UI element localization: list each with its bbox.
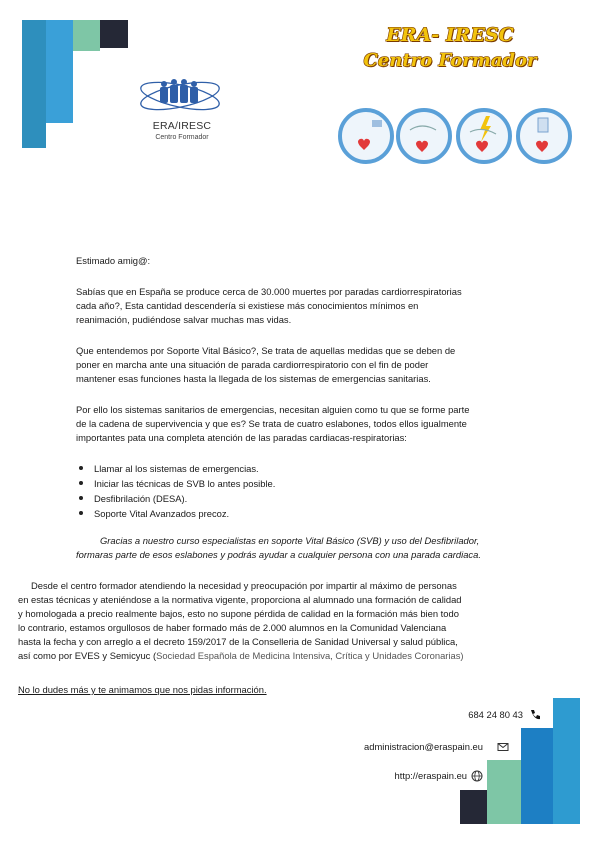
brand-title: ERA- IRESC [386, 24, 514, 46]
top-left-bars [0, 0, 130, 150]
chain-of-survival-graphic [338, 90, 574, 182]
paragraph-line: Por ello los sistemas sanitarios de emergencias, necesitan alguien como tu que se forme parte [76, 404, 470, 415]
paragraph-line: poner en marcha ante una situación de parada cardiorrespiratorio con el fin de poder [76, 359, 429, 370]
paragraph-line: mantener esas funciones hasta la llegada de los sistemas de emergencias sanitarias. [76, 373, 431, 384]
envelope-icon [497, 741, 509, 753]
paragraph-line [18, 649, 464, 663]
paragraph-line: reanimación, pudiéndose salvar muchas mas vidas. [76, 314, 292, 325]
list-item: Soporte Vital Avanzados precoz. [76, 506, 275, 521]
brand-subtitle: Centro Formador [363, 50, 537, 71]
logo-subtitle: Centro Formador [155, 134, 209, 141]
rescuers-logo-icon [124, 74, 240, 120]
greeting: Estimado amig@: [76, 255, 151, 266]
website-link[interactable]: http://eraspain.eu [394, 770, 467, 781]
list-item: Desfibrilación (DESA). [76, 491, 275, 506]
paragraph-line: y homologada a precio realmente bajos, esto no supone pérdida de calidad en la formación más bien todo [18, 608, 459, 619]
paragraph-line: Gracias a nuestro curso especialistas en soporte Vital Básico (SVB) y uso del Desfibrilador, [100, 535, 480, 546]
phone-number[interactable]: 684 24 80 43 [468, 709, 523, 720]
paragraph-text: así como por EVES y Semicyuc ( [18, 650, 157, 661]
paragraph-line: hasta la fecha y con arreglo a el decreto 159/2017 de la Conselleria de Sanidad Universal y salud pública, [18, 636, 458, 647]
list-item: Iniciar las técnicas de SVB lo antes posible. [76, 476, 275, 491]
email-address[interactable]: administracion@eraspain.eu [364, 741, 483, 752]
paragraph-line: Desde el centro formador atendiendo la necesidad y preocupación por impartir al máximo de personas [31, 580, 457, 591]
paragraph-line: en estas técnicas y ateniéndose a la normativa vigente, proporciona al alumnado una formación de calidad [18, 594, 462, 605]
phone-icon [529, 709, 541, 721]
globe-icon [471, 770, 483, 782]
list-item: Llamar al los sistemas de emergencias. [76, 461, 275, 476]
paragraph-line: Sabías que en España se produce cerca de 30.000 muertes por paradas cardiorrespiratorias [76, 286, 462, 297]
semicyuc-name: Sociedad Española de Medicina Intensiva, Crítica y Unidades Coronarias) [156, 650, 464, 661]
paragraph-line: formaras parte de esos eslabones y podrás ayudar a cualquier persona con una parada cardiaca. [76, 549, 481, 560]
paragraph-line: lo contrario, estamos orgullosos de haber formado más de 2.000 alumnos en la Comunidad Valenciana [18, 622, 447, 633]
survival-chain-list [76, 461, 275, 521]
paragraph-line: cada año?, Esta cantidad descendería si existiese más conocimientos mínimos en [76, 300, 419, 311]
paragraph-line: Que entendemos por Soporte Vital Básico?, Se trata de aquellas medidas que se deben de [76, 345, 456, 356]
paragraph-line: de la cadena de supervivencia y que es? Se trata de cuatro eslabones, todos ellos igualmente [76, 418, 467, 429]
era-iresc-logo [124, 74, 240, 156]
closing-call-to-action: No lo dudes más y te animamos que nos pidas información. [18, 684, 267, 695]
logo-title: ERA/IRESC [152, 120, 212, 132]
paragraph-line: importantes pata una completa atención de las paradas cardiacas-respiratorias: [76, 432, 407, 443]
